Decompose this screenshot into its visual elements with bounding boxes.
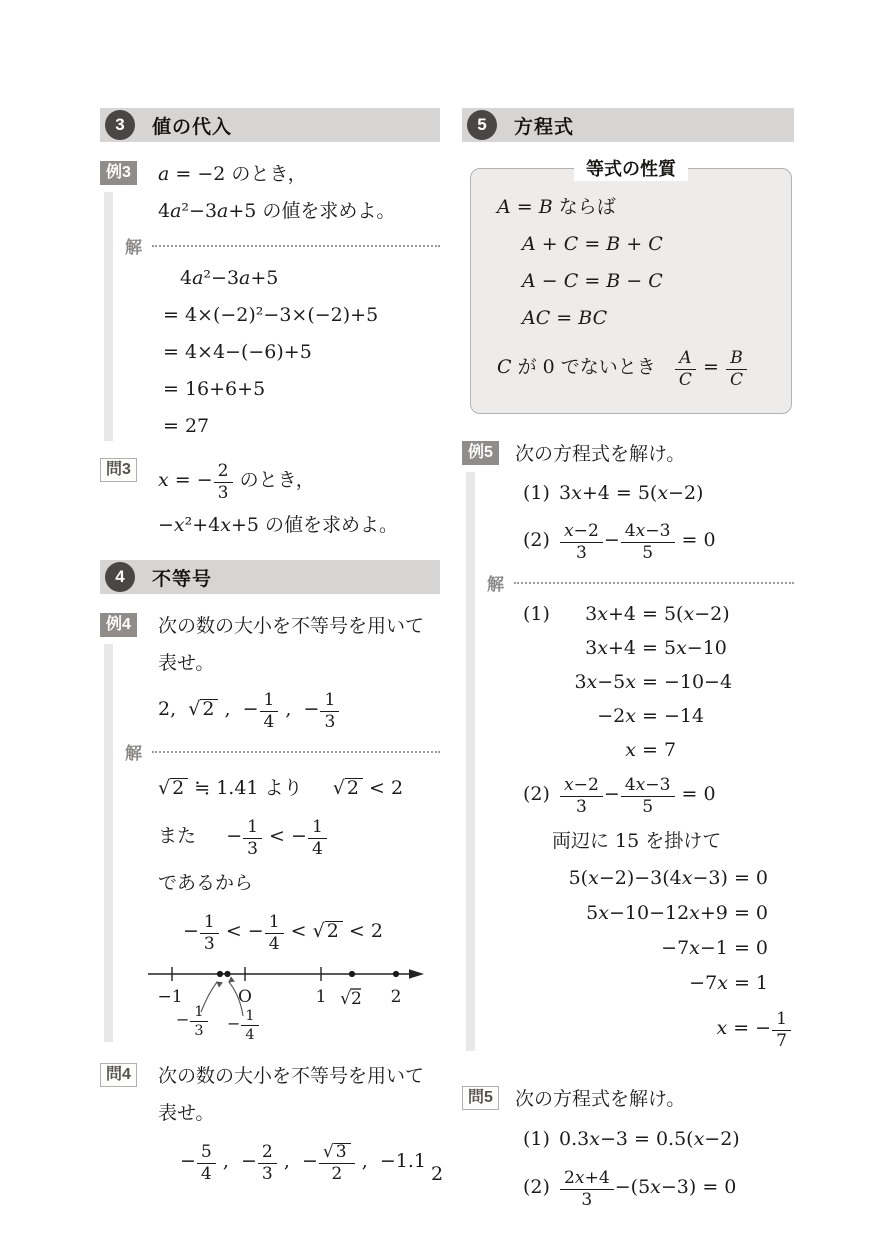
right-column xyxy=(462,108,794,1214)
solution-line: x = 7 xyxy=(625,739,677,761)
tick-label: 2 xyxy=(390,987,402,1007)
box-line: A + C = B + C xyxy=(522,233,663,255)
solution-line: = 16+6+5 xyxy=(163,378,266,400)
example-4-prompt: 表せ。 xyxy=(158,652,215,674)
solution-rule xyxy=(125,230,440,260)
number-line-svg xyxy=(100,960,440,1046)
example-4-block xyxy=(100,608,440,1046)
section-header-5 xyxy=(462,108,794,142)
item-number: (1) xyxy=(523,482,550,504)
section-title: 方程式 xyxy=(514,116,575,138)
example-5-item-2 xyxy=(515,513,794,567)
solution-line: であるから xyxy=(158,872,254,894)
problem-5-prompt: 次の方程式を解け。 xyxy=(515,1088,686,1110)
problem-4-label: 問4 xyxy=(100,1063,137,1087)
item-equation: $\frac{x-2}{3}$ − $\frac{4x-3}{5}$ = 0 xyxy=(559,513,716,567)
point-sqrt2 xyxy=(349,971,355,977)
dotted-rule xyxy=(514,582,794,584)
item-equation: $\frac{2x+4}{3}$ −(5x−3) = 0 xyxy=(559,1160,736,1214)
solution-line: 4a²−3a+5 xyxy=(180,267,279,289)
number-line-frac-label: − $\frac{1}{3}$ xyxy=(176,1004,209,1039)
section-number-badge: 5 xyxy=(467,110,497,140)
dotted-rule xyxy=(152,751,440,753)
origin-label: O xyxy=(238,987,252,1007)
item-number: (1) xyxy=(523,603,550,625)
section-header-4 xyxy=(100,560,440,594)
number-line-figure xyxy=(100,960,440,1046)
example-5-prompt: 次の方程式を解け。 xyxy=(515,443,686,465)
example-3-ask: 4a²−3a+5 の値を求めよ。 xyxy=(158,200,396,222)
item-equation: 0.3x−3 = 0.5(x−2) xyxy=(559,1128,740,1150)
sqrt2-label: √2 xyxy=(340,989,362,1009)
example-3-block xyxy=(100,156,440,445)
example-4-label: 例4 xyxy=(100,613,137,637)
solution-label: 解 xyxy=(125,237,142,257)
section-title: 値の代入 xyxy=(152,116,233,138)
point-neg-one-quarter xyxy=(224,971,230,977)
solution-line: −7x = 1 xyxy=(689,972,768,994)
problem-3-label: 問3 xyxy=(100,458,137,482)
solution-line: 3x−5x = −10−4 xyxy=(574,671,733,693)
solution-answer: x = − $\frac{1}{7}$ xyxy=(515,1001,794,1055)
solution-line: 5x−10−12x+9 = 0 xyxy=(586,902,768,924)
problem-4-prompt: 次の数の大小を不等号を用いて xyxy=(158,1065,425,1087)
section-title: 不等号 xyxy=(152,568,213,590)
item-number: (2) xyxy=(523,783,550,805)
box-line: A − C = B − C xyxy=(522,270,663,292)
example-4-numbers: 2, √ 2 , − $\frac{1}{4}$ , − $\frac{1}{3}$ xyxy=(158,682,440,736)
solution-line: また − $\frac{1}{3}$ < − $\frac{1}{4}$ xyxy=(158,810,440,862)
box-line: AC = BC xyxy=(522,307,608,329)
problem-4-prompt: 表せ。 xyxy=(158,1102,215,1124)
solution-line: −7x−1 = 0 xyxy=(661,937,768,959)
solution-note: 両辺に 15 を掛けて xyxy=(552,830,722,852)
item-equation: 3x+4 = 5(x−2) xyxy=(559,482,704,504)
problem-5-item-1 xyxy=(515,1118,794,1160)
item-equation: $\frac{x-2}{3}$ − $\frac{4x-3}{5}$ = 0 xyxy=(559,767,716,821)
section-number-badge: 4 xyxy=(105,562,135,592)
box-line: A = B ならば xyxy=(497,196,616,218)
solution-line xyxy=(515,767,794,821)
solution-line: = 27 xyxy=(163,415,210,437)
solution-line: √ 2 ≒ 1.41 より √ 2 < 2 xyxy=(158,777,404,799)
section-header-3 xyxy=(100,108,440,142)
solution-line: − $\frac{1}{3}$ < − $\frac{1}{4}$ < √ 2 < 2 xyxy=(183,912,383,955)
equality-properties-box xyxy=(470,159,792,414)
item-number: (1) xyxy=(523,1128,550,1150)
point-neg-one-third xyxy=(217,971,223,977)
solution-line: −2x = −14 xyxy=(597,705,705,727)
example-4-prompt: 次の数の大小を不等号を用いて xyxy=(158,615,425,637)
example-5-item-1 xyxy=(515,473,794,513)
example-5-label: 例5 xyxy=(462,441,499,465)
solution-line: 3x+4 = 5x−10 xyxy=(585,637,727,659)
solution-line: (1) 3x+4 = 5(x−2) xyxy=(515,597,794,631)
solution-label: 解 xyxy=(125,743,142,763)
example-3-label: 例3 xyxy=(100,161,137,185)
example-rule-bar xyxy=(466,472,475,1051)
dotted-rule xyxy=(152,245,440,247)
point-two xyxy=(393,971,399,977)
solution-rule xyxy=(487,567,794,597)
problem-3-block xyxy=(100,453,440,544)
box-line: C が 0 でないとき $\frac{A}{C}$ = $\frac{B}{C}$ xyxy=(497,337,783,397)
solution-rule xyxy=(125,736,440,766)
section-number-badge: 3 xyxy=(105,110,135,140)
box-title: 等式の性質 xyxy=(574,155,688,181)
problem-4-numbers: − $\frac{5}{4}$ , − $\frac{2}{3}$ , − $\frac{√ 3}{2}$ , −1.1 xyxy=(180,1142,426,1185)
page-number: 2 xyxy=(430,1163,444,1185)
solution-line: = 4×4−(−6)+5 xyxy=(163,341,312,363)
example-3-given: a = −2 のとき， xyxy=(158,163,307,185)
example-rule-bar xyxy=(104,192,113,441)
problem-5-label: 問5 xyxy=(462,1086,499,1110)
problem-5-block xyxy=(462,1081,794,1214)
tick-label: 1 xyxy=(315,987,327,1007)
solution-label: 解 xyxy=(487,574,504,594)
problem-3-ask: −x²+4x+5 の値を求めよ。 xyxy=(158,514,399,536)
left-column xyxy=(100,108,440,1190)
problem-3-given: x = − $\frac{2}{3}$ のとき， xyxy=(158,461,315,504)
item-number: (2) xyxy=(523,529,550,551)
solution-line: 5(x−2)−3(4x−3) = 0 xyxy=(568,867,768,889)
tick-label: −1 xyxy=(157,987,183,1007)
axis-arrowhead xyxy=(409,969,424,979)
solution-line: = 4×(−2)²−3×(−2)+5 xyxy=(163,304,379,326)
example-5-block xyxy=(462,436,794,1055)
item-number: (2) xyxy=(523,1176,550,1198)
number-line-frac-label: − $\frac{1}{4}$ xyxy=(227,1008,260,1043)
